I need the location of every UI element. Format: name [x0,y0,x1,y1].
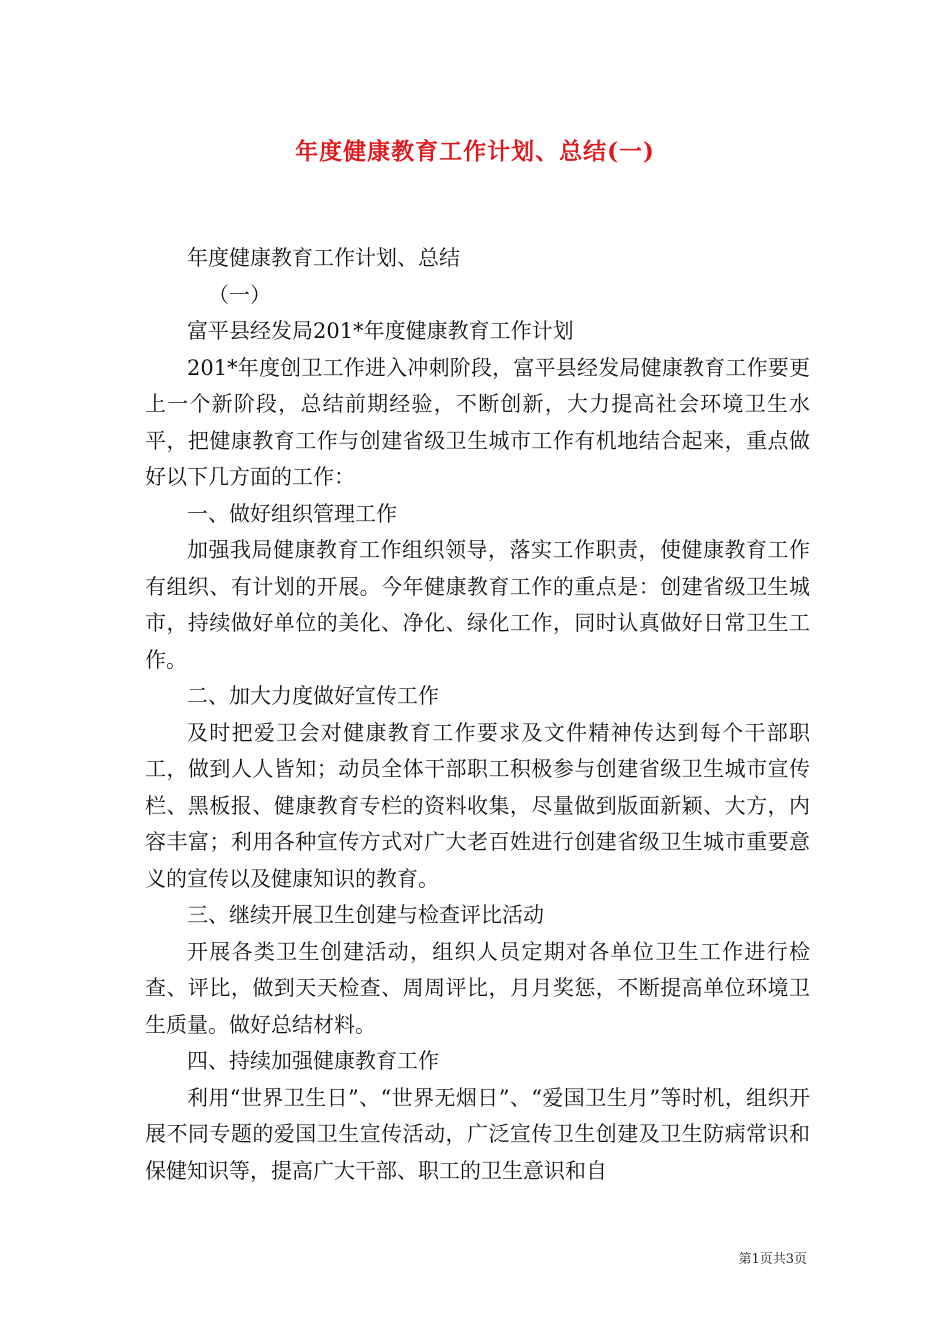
section-heading-2: 二、加大力度做好宣传工作 [187,684,439,708]
paragraph-plan-title: 富平县经发局201*年度健康教育工作计划 [187,319,574,343]
paragraph-intro: 201*年度创卫工作进入冲刺阶段，富平县经发局健康教育工作要更上一个新阶段，总结前期经验，不断创新，大力提高社会环境卫生水平，把健康教育工作与创建省级卫生城市工作有机地结合起来，重点做好以下几方面的工作： [145,355,810,489]
section-body-1: 加强我局健康教育工作组织领导，落实工作职责，使健康教育工作有组织、有计划的开展。今年健康教育工作的重点是：创建省级卫生城市，持续做好单位的美化、净化、绿化工作，同时认真做好日常卫生工作。 [145,538,810,672]
section-body-4: 利用“世界卫生日”、“世界无烟日”、“爱国卫生月”等时机，组织开展不同专题的爱国卫生宣传活动，广泛宣传卫生创建及卫生防病常识和保健知识等，提高广大干部、职工的卫生意识和自 [145,1085,810,1183]
page-number: 第1页共3页 [738,1252,807,1267]
section-heading-1: 一、做好组织管理工作 [187,501,397,526]
paragraph-subtitle: 年度健康教育工作计划、总结 [187,246,460,270]
paragraph-part-number: （一） [208,282,271,307]
section-heading-3: 三、继续开展卫生创建与检查评比活动 [187,903,544,927]
section-body-3: 开展各类卫生创建活动，组织人员定期对各单位卫生工作进行检查、评比，做到天天检查、周周评比，月月奖惩，不断提高单位环境卫生质量。做好总结材料。 [145,939,810,1037]
document-title: 年度健康教育工作计划、总结(一) [295,138,655,165]
document-body [145,240,810,1189]
section-heading-4: 四、持续加强健康教育工作 [187,1049,439,1073]
section-body-2: 及时把爱卫会对健康教育工作要求及文件精神传达到每个干部职工，做到人人皆知；动员全体干部职工积极参与创建省级卫生城市宣传栏、黑板报、健康教育专栏的资料收集，尽量做到版面新颖、大方，内容丰富；利用各种宣传方式对广大老百姓进行创建省级卫生城市重要意义的宣传以及健康知识的教育。 [145,720,810,891]
